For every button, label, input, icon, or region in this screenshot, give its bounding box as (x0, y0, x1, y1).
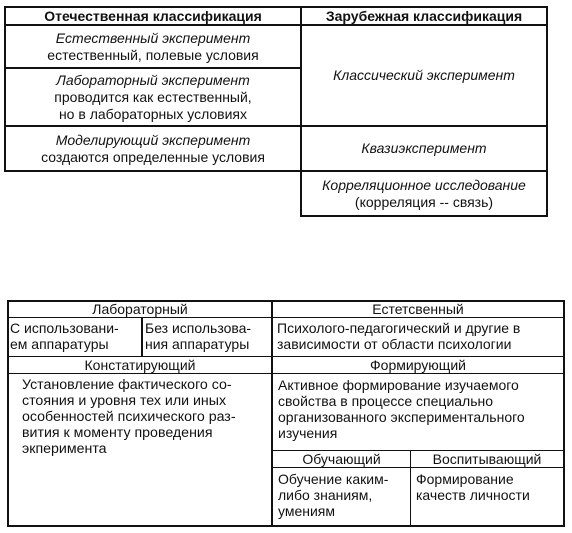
cell-line: Обучение каким- (278, 471, 389, 487)
cell-line: вития к моменту проведения (22, 425, 213, 441)
divider (7, 525, 565, 527)
experiment-desc: создаются определенные условия (41, 148, 265, 165)
experiment-name: Лабораторный эксперимент (56, 71, 250, 88)
ascertaining-desc (22, 377, 270, 457)
experiment-name: Моделирующий эксперимент (55, 131, 251, 148)
cell-line: изучения (278, 425, 338, 441)
with-apparatus-cell (10, 320, 141, 352)
cell-line: качеств личности (416, 487, 530, 503)
cell-line: организованного экспериментального (278, 409, 525, 425)
cell-line: С использовани- (10, 320, 119, 336)
teaching-desc (278, 471, 410, 519)
ascertaining-header: Констатирующий (84, 357, 196, 373)
forming-desc (278, 377, 563, 441)
without-apparatus-cell (145, 320, 271, 352)
cell-line: стояния и уровня тех или иных (22, 393, 227, 409)
teaching-header: Обучающий (302, 451, 381, 467)
cell-line: Формирование (416, 471, 514, 487)
header-foreign: Зарубежная классификация (325, 8, 523, 24)
experiment-name: Корреляционное исследование (322, 176, 526, 193)
cell-line: умениям (278, 503, 336, 519)
divider (563, 300, 565, 527)
experiment-name: Квазиэксперимент (361, 140, 487, 156)
cell-line: экперимента (22, 441, 107, 457)
foreign-quasi-cell (302, 127, 546, 170)
header-domestic: Отечественная классификация (44, 8, 262, 24)
divider (301, 215, 548, 217)
lab-header: Лабораторный (92, 301, 188, 317)
cell-line: свойства в процессе специально (278, 393, 494, 409)
cell-line: зависимости от области психологии (277, 336, 512, 352)
divider (7, 300, 9, 527)
divider (546, 6, 548, 217)
natural-header: Естетсвенный (372, 301, 464, 317)
educating-desc (416, 471, 563, 503)
cell-line: ем аппаратуры (10, 336, 109, 352)
experiment-name: Естественный эксперимент (55, 29, 251, 46)
cell-line: ния аппаратуры (145, 336, 250, 352)
experiment-desc: (корреляция -- связь) (354, 193, 494, 210)
cell-line: особенностей психического раз- (22, 409, 236, 425)
forming-header: Формирующий (370, 357, 466, 373)
experiment-desc: естественный, полевые условия (47, 46, 259, 63)
experiment-desc: но в лабораторных условиях (58, 105, 248, 122)
domestic-lab-cell (6, 69, 300, 125)
educating-header: Воспитывающий (432, 451, 542, 467)
cell-line: Психолого-педагогический и другие в (277, 320, 521, 336)
cell-line: Без использова- (145, 320, 252, 336)
cell-line: Активное формирование изучаемого (278, 377, 519, 393)
cell-line: Установление фактического со- (22, 377, 232, 393)
divider (271, 300, 273, 527)
domestic-natural-cell (6, 26, 300, 67)
experiment-name: Классический эксперимент (333, 67, 515, 83)
cell-line: либо знаниям, (278, 487, 373, 503)
experiment-desc: проводится как естественный, (54, 88, 252, 105)
divider (141, 317, 143, 357)
foreign-correlation-cell (302, 172, 546, 215)
domestic-model-cell (6, 127, 300, 170)
psych-cell (277, 320, 563, 352)
foreign-classic-cell (302, 26, 546, 125)
